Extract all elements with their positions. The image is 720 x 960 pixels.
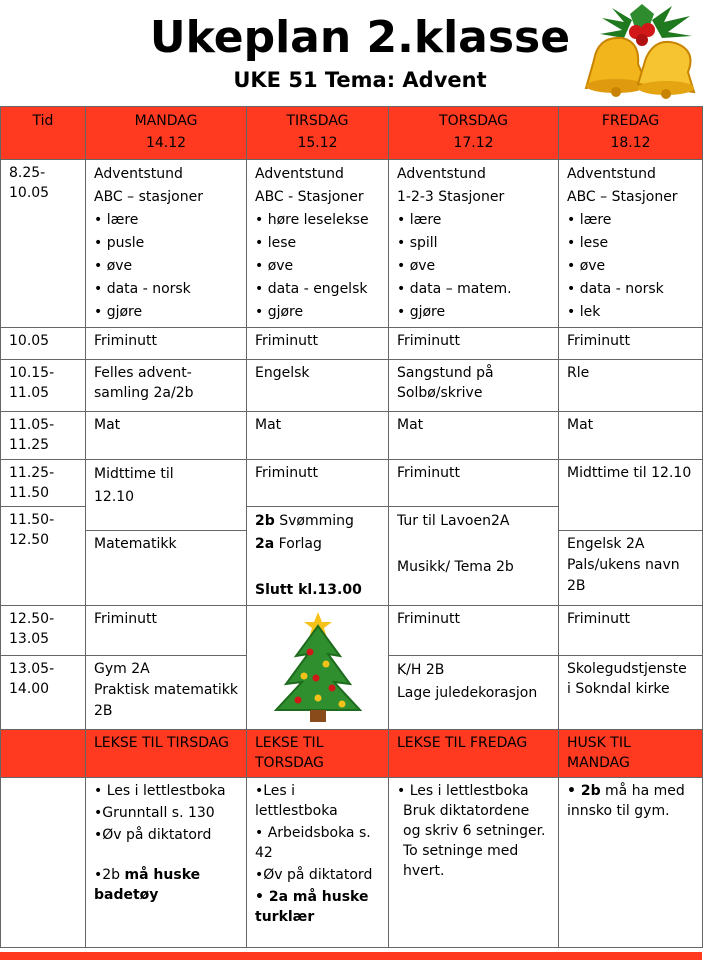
table-row <box>1 328 703 360</box>
header-cell-fredag: FREDAG 18.12 <box>559 107 703 160</box>
schedule-cell: Adventstund 1-2-3 Stasjoner • lære • spill • øve • data – matem. • gjøre <box>389 160 559 328</box>
schedule-cell: Tur til Lavoen2A Musikk/ Tema 2b <box>389 507 559 606</box>
schedule-cell: Midttime til 12.10 <box>559 460 703 531</box>
table-row <box>1 460 703 507</box>
header-cell-husk-mandag: HUSK TIL MANDAG <box>559 730 703 778</box>
time-cell: 11.25-11.50 <box>1 460 86 507</box>
schedule-cell: K/H 2B Lage juledekorasjon <box>389 656 559 730</box>
schedule-cell: Felles advent-samling 2a/2b <box>86 360 247 412</box>
schedule-cell: Friminutt <box>559 328 703 360</box>
header-cell-tid: Tid <box>1 107 86 160</box>
table-row <box>1 730 703 778</box>
schedule-cell: Mat <box>247 412 389 460</box>
time-cell: 10.05 <box>1 328 86 360</box>
schedule-cell: Mat <box>86 412 247 460</box>
schedule-cell: Gym 2A Praktisk matematikk 2B <box>86 656 247 730</box>
week-plan-table <box>0 106 703 948</box>
schedule-cell: Engelsk 2A Pals/ukens navn 2B <box>559 531 703 606</box>
header-cell-lekse-torsdag: LEKSE TIL TORSDAG <box>247 730 389 778</box>
header-cell-tirsdag: TIRSDAG 15.12 <box>247 107 389 160</box>
schedule-cell: Matematikk <box>86 531 247 606</box>
time-cell: 10.15-11.05 <box>1 360 86 412</box>
schedule-cell: Friminutt <box>86 328 247 360</box>
header-cell-mandag: MANDAG 14.12 <box>86 107 247 160</box>
table-row <box>1 360 703 412</box>
christmas-tree-icon <box>258 606 378 726</box>
table-row <box>1 107 703 160</box>
schedule-cell: Friminutt <box>559 606 703 656</box>
schedule-cell: Skolegudstjenste i Sokndal kirke <box>559 656 703 730</box>
homework-cell: • Les i lettlestboka •Grunntall s. 130 •Øv på diktatord •2b må huske badetøy <box>86 778 247 948</box>
schedule-cell: 2b Svømming 2a Forlag Slutt kl.13.00 <box>247 507 389 606</box>
schedule-cell: Adventstund ABC - Stasjoner • høre leselekse • lese • øve • data - engelsk • gjøre <box>247 160 389 328</box>
schedule-cell: Friminutt <box>389 460 559 507</box>
homework-cell: • Les i lettlestboka Bruk diktatordene og skriv 6 setninger. To setninge med hvert. <box>389 778 559 948</box>
schedule-cell: Friminutt <box>247 460 389 507</box>
footer-bar <box>0 952 702 960</box>
schedule-cell: Adventstund ABC – stasjoner • lære • pusle • øve • data - norsk • gjøre <box>86 160 247 328</box>
schedule-cell: Mat <box>559 412 703 460</box>
time-cell: 12.50-13.05 <box>1 606 86 656</box>
header-cell-lekse-tirsdag: LEKSE TIL TIRSDAG <box>86 730 247 778</box>
schedule-cell: Engelsk <box>247 360 389 412</box>
schedule-cell: Friminutt <box>247 328 389 360</box>
table-row <box>1 412 703 460</box>
header-cell-blank <box>1 730 86 778</box>
schedule-cell: Midttime til 12.10 <box>86 460 247 531</box>
tree-cell <box>247 606 389 730</box>
header-cell-torsdag: TORSDAG 17.12 <box>389 107 559 160</box>
schedule-cell: Friminutt <box>389 606 559 656</box>
header-cell-lekse-fredag: LEKSE TIL FREDAG <box>389 730 559 778</box>
time-cell: 11.05-11.25 <box>1 412 86 460</box>
schedule-cell: Friminutt <box>86 606 247 656</box>
time-cell <box>1 778 86 948</box>
schedule-cell: Adventstund ABC – Stasjoner • lære • lese • øve • data - norsk • lek <box>559 160 703 328</box>
table-row <box>1 606 703 656</box>
schedule-cell: Mat <box>389 412 559 460</box>
christmas-bells-icon <box>572 0 712 108</box>
time-cell: 13.05-14.00 <box>1 656 86 730</box>
page-title: Ukeplan 2.klasse <box>149 12 571 63</box>
time-cell: 8.25-10.05 <box>1 160 86 328</box>
homework-cell: •Les i lettlestboka • Arbeidsboka s. 42 •Øv på diktatord • 2a må huske turklær <box>247 778 389 948</box>
table-row <box>1 778 703 948</box>
table-row <box>1 160 703 328</box>
time-cell: 11.50-12.50 <box>1 507 86 606</box>
schedule-cell: Sangstund på Solbø/skrive <box>389 360 559 412</box>
schedule-cell: Friminutt <box>389 328 559 360</box>
schedule-cell: Rle <box>559 360 703 412</box>
homework-cell: • 2b må ha med innsko til gym. <box>559 778 703 948</box>
page-subtitle: UKE 51 Tema: Advent <box>233 68 487 92</box>
